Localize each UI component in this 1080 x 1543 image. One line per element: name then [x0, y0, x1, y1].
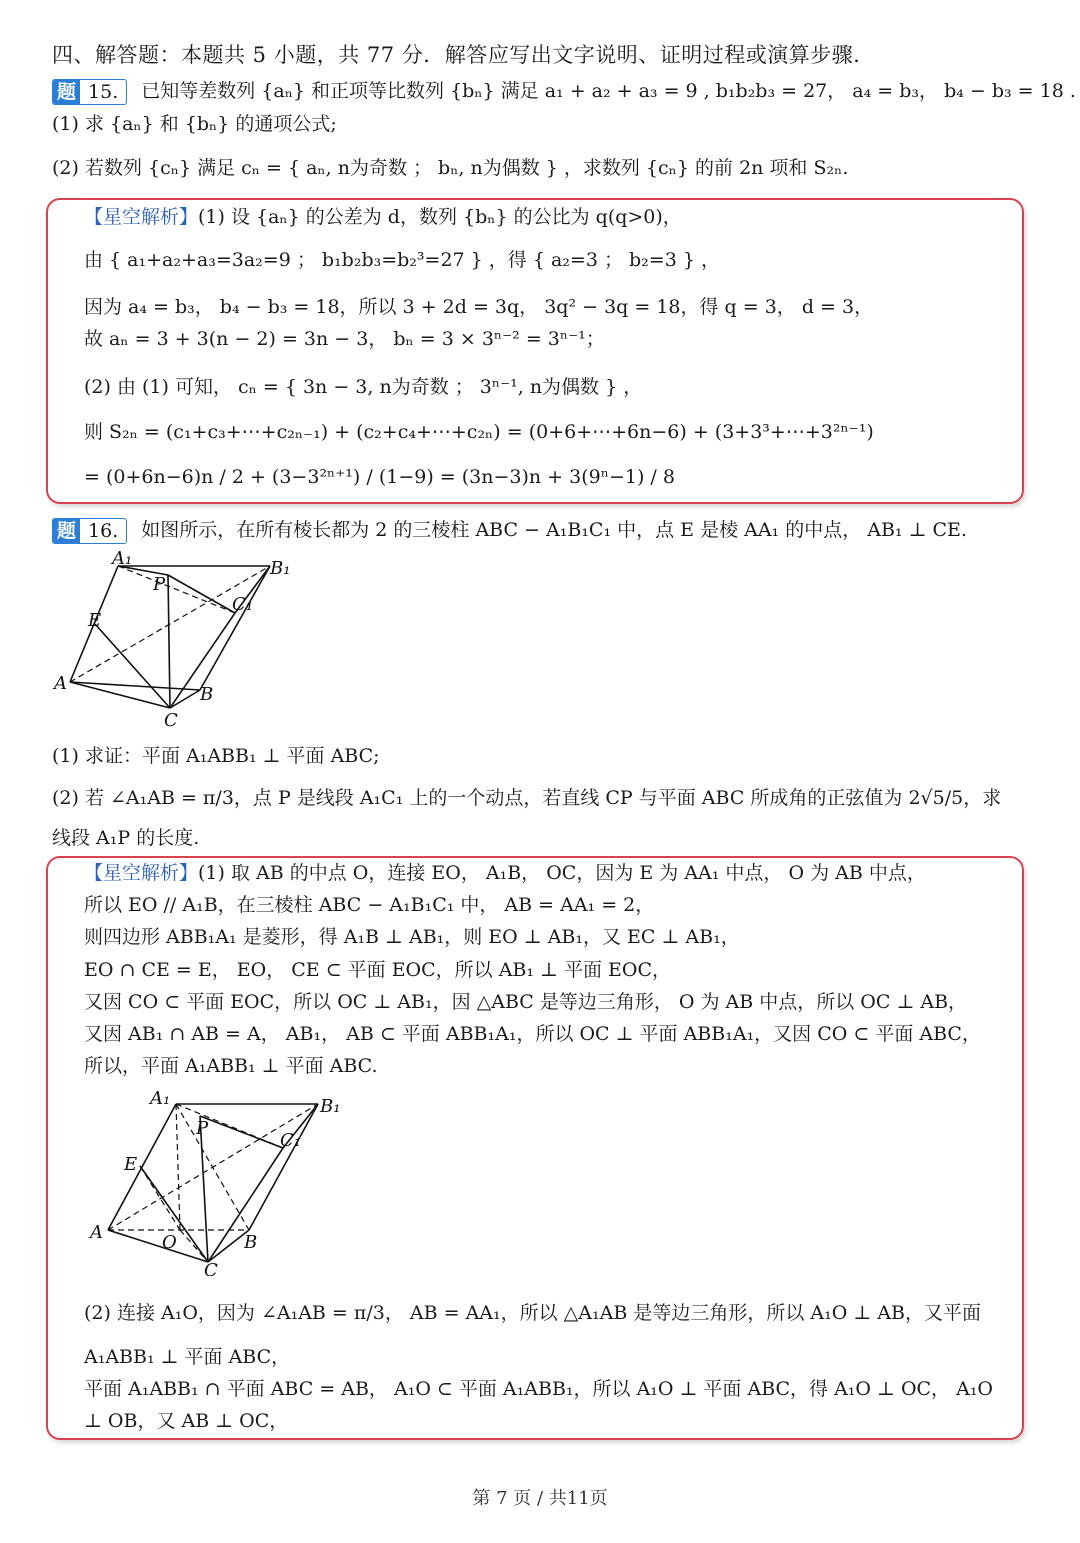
q16-sol-line-9: A₁ABB₁ ⊥ 平面 ABC， [84, 1346, 291, 1368]
q15-solution-box [46, 198, 1024, 504]
q15-sol-line-6: 则 S₂ₙ = (c₁+c₃+⋯+c₂ₙ₋₁) + (c₂+c₄+⋯+c₂ₙ) = (0+6+⋯+6n−6) + (3+3³+⋯+3²ⁿ⁻¹) [84, 421, 874, 443]
q16-sol-line-4: EO ∩ CE = E， EO， CE ⊂ 平面 EOC，所以 AB₁ ⊥ 平面 EOC， [84, 959, 671, 981]
q16-sol-line-6: 又因 AB₁ ∩ AB = A， AB₁， AB ⊂ 平面 ABB₁A₁，所以 OC ⊥ 平面 ABB₁A₁，又因 CO ⊂ 平面 ABC， [84, 1023, 981, 1045]
q16-part2b: 线段 A₁P 的长度. [52, 827, 200, 849]
q16-sol-line-3: 则四边形 ABB₁A₁ 是菱形，得 A₁B ⊥ AB₁，则 EO ⊥ AB₁，又 EC ⊥ AB₁， [84, 926, 740, 948]
q16-sol-line-8: (2) 连接 A₁O，因为 ∠A₁AB = π/3， AB = AA₁，所以 △A₁AB 是等边三角形，所以 A₁O ⊥ AB，又平面 [84, 1302, 981, 1324]
fig1-label-B1: B₁ [270, 558, 291, 579]
fig1-label-C1: C₁ [232, 594, 253, 615]
q15-sol-line-1: 【星空解析】(1) 设 {aₙ} 的公差为 d，数列 {bₙ} 的公比为 q(q>0)， [84, 206, 682, 228]
q16-sol-tag: 【星空解析】 [84, 862, 199, 884]
q15-stem: 已知等差数列 {aₙ} 和正项等比数列 {bₙ} 满足 a₁ + a₂ + a₃ = 9 , b₁b₂b₃ = 27， a₄ = b₃， b₄ − b₃ = 18 . [141, 80, 1076, 102]
q15-sol-line-3: 因为 a₄ = b₃， b₄ − b₃ = 18，所以 3 + 2d = 3q， 3q² − 3q = 18，得 q = 3， d = 3， [84, 296, 874, 318]
fig1-label-E: E [88, 610, 102, 631]
fig2-label-O: O [162, 1232, 177, 1253]
page-footer: 第 7 页 / 共11页 [472, 1488, 608, 1509]
q16-tag: 题 16. [52, 518, 127, 544]
q15-sol-line-2: 由 { a₁+a₂+a₃=3a₂=9 ； b₁b₂b₃=b₂³=27 } ，得 { a₂=3 ； b₂=3 } ， [84, 249, 720, 271]
q15-sol-line-5: (2) 由 (1) 可知， cₙ = { 3n − 3, n为奇数 ； 3ⁿ⁻¹, n为偶数 } ， [84, 376, 643, 398]
fig2-label-B: B [244, 1232, 258, 1253]
q16-sol-line-1: 【星空解析】(1) 取 AB 的中点 O，连接 EO， A₁B， OC，因为 E 为 AA₁ 中点， O 为 AB 中点， [84, 862, 926, 884]
fig2-label-C1: C₁ [280, 1130, 301, 1151]
fig2-label-C: C [204, 1260, 218, 1276]
q15-stem-line [52, 76, 1076, 106]
prism-figure-2 [84, 1086, 354, 1276]
q16-sol-line-10: 平面 A₁ABB₁ ∩ 平面 ABC = AB， A₁O ⊂ 平面 A₁ABB₁，所以 A₁O ⊥ 平面 ABC，得 A₁O ⊥ OC， A₁O [84, 1378, 994, 1400]
q16-sol-line-5: 又因 CO ⊂ 平面 EOC，所以 OC ⊥ AB₁，因 △ABC 是等边三角形， O 为 AB 中点，所以 OC ⊥ AB， [84, 991, 968, 1013]
fig1-label-A: A [54, 673, 67, 694]
fig1-label-C: C [164, 710, 178, 731]
fig1-label-A1: A₁ [112, 548, 133, 569]
q16-sol-line-2: 所以 EO // A₁B，在三棱柱 ABC − A₁B₁C₁ 中， AB = AA₁ = 2， [84, 894, 655, 916]
q16-sol-line-11: ⊥ OB，又 AB ⊥ OC， [84, 1410, 289, 1432]
fig2-label-E: E [124, 1154, 138, 1175]
q15-sol-tag: 【星空解析】 [84, 206, 199, 228]
fig2-label-B1: B₁ [320, 1096, 341, 1117]
q16-stem: 如图所示，在所有棱长都为 2 的三棱柱 ABC − A₁B₁C₁ 中，点 E 是棱 AA₁ 的中点， AB₁ ⊥ CE. [141, 519, 967, 541]
fig2-label-A1: A₁ [150, 1088, 171, 1109]
fig2-label-P: P [196, 1118, 209, 1139]
q16-stem-line [52, 515, 967, 545]
q15-sol-line-4: 故 aₙ = 3 + 3(n − 2) = 3n − 3， bₙ = 3 × 3ⁿ⁻² = 3ⁿ⁻¹； [84, 328, 605, 350]
fig1-label-B: B [200, 684, 214, 705]
q16-solution-box [46, 856, 1024, 1440]
fig1-label-P: P [153, 574, 166, 595]
q15-part2: (2) 若数列 {cₙ} 满足 cₙ = { aₙ, n为奇数 ； bₙ, n为偶数 } ，求数列 {cₙ} 的前 2n 项和 S₂ₙ. [52, 157, 849, 179]
q16-part2a: (2) 若 ∠A₁AB = π/3，点 P 是线段 A₁C₁ 上的一个动点，若直线 CP 与平面 ABC 所成角的正弦值为 2√5/5，求 [52, 787, 1002, 809]
q15-tag: 题 15. [52, 79, 127, 105]
section-title: 四、解答题：本题共 5 小题，共 77 分．解答应写出文字说明、证明过程或演算步骤． [52, 43, 875, 67]
q15-sol-line-7: = (0+6n−6)n / 2 + (3−3²ⁿ⁺¹) / (1−9) = (3n−3)n + 3(9ⁿ−1) / 8 [84, 466, 675, 488]
prism-figure-1 [50, 548, 300, 733]
fig2-label-A: A [90, 1222, 103, 1243]
q16-part1: (1) 求证：平面 A₁ABB₁ ⊥ 平面 ABC; [52, 745, 380, 767]
q15-part1: (1) 求 {aₙ} 和 {bₙ} 的通项公式; [52, 113, 337, 135]
q16-sol-line-7: 所以，平面 A₁ABB₁ ⊥ 平面 ABC. [84, 1055, 378, 1077]
